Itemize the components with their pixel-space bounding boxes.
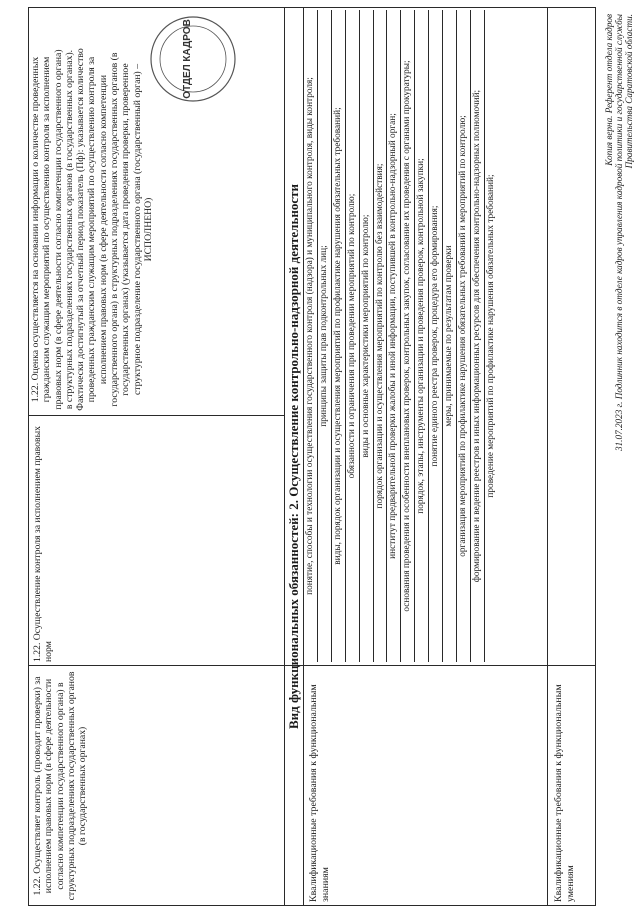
requirements-list bbox=[304, 10, 498, 662]
evaluation-paragraph-2: Фактически достигнутый за отчетный период показатель (Пф): указывается количество проведенных гражданским служащим мероприятий по осуществлению контроля за исполнением правовых норм (в сфере деятельности согласно компетенции государственного органа) в структурных подразделениях государственных органов (в государственных органах) (указывается дата проведения проверки, проверенное структурное подразделение государственного органа (государственный орган) – ИСПОЛНЕНО) bbox=[75, 48, 154, 411]
skills-item: формирование и ведение реестров и иных информационных ресурсов для обеспечения контрольно-надзорных полномочий; bbox=[471, 10, 485, 662]
table-right-border bbox=[28, 7, 596, 8]
row-divider-heading-top bbox=[284, 7, 285, 906]
indicator-name-cell: 1.22. Осуществление контроля за исполнением правовых норм bbox=[32, 426, 55, 662]
regulation-table bbox=[28, 7, 596, 906]
knowledge-item: принципы защиты прав подконтрольных лиц; bbox=[318, 10, 332, 662]
knowledge-item: понятие единого реестра проверок, процедура его формирования; bbox=[429, 10, 443, 662]
skills-item: проведение мероприятий по профилактике нарушения обязательных требований; bbox=[485, 174, 496, 498]
table-top-border bbox=[28, 7, 29, 906]
knowledge-item: виды, порядок организации и осуществления мероприятий по профилактике нарушения обязательных требований; bbox=[332, 10, 346, 662]
skills-requirements-label: Квалификационные требования к функциональным умениям bbox=[553, 684, 576, 902]
knowledge-item: порядок, этапы, инструменты организации и проведения проверок, контрольной закупки; bbox=[415, 10, 429, 662]
section-heading: Вид функциональных обязанностей: 2. Осуществление контрольно-надзорной деятельности bbox=[286, 184, 301, 729]
row-divider-skills bbox=[547, 7, 548, 906]
evaluation-method-cell bbox=[30, 47, 154, 412]
stamp-text: ОТДЕЛ КАДРОВ bbox=[182, 19, 193, 99]
knowledge-requirements-label: Квалификационные требования к функциональным знаниям bbox=[308, 684, 331, 902]
knowledge-item: порядок организации и осуществления мероприятий по контролю без взаимодействия; bbox=[374, 10, 388, 662]
evaluation-paragraph-1: 1.22. Оценка осуществляется на основании информации о количестве проведенных гражданским служащим мероприятий по осуществлению контроля за исполнением правовых норм (в сфере деятельности согласно компетенции государственного органа) в структурных подразделениях государственных органов (в государственных органах). bbox=[30, 49, 75, 410]
knowledge-item: основания проведения и особенности внеплановых проверок, контрольных закупок, согласование их проведения с органами прокуратуры; bbox=[401, 10, 415, 662]
table-bottom-border bbox=[595, 7, 596, 906]
certification-line-1: Копия верна. Референт отдела кадров bbox=[604, 14, 614, 166]
official-stamp bbox=[148, 14, 238, 104]
column-divider-2 bbox=[28, 415, 284, 416]
skills-item: организация мероприятий по профилактике нарушения обязательных требований и мероприятий по контролю; bbox=[457, 10, 471, 662]
duty-description-cell: 1.22. Осуществляет контроль (проводит проверки) за исполнением правовых норм (в сфере деятельности согласно компетенции государственного органа) в структурных подразделениях государственных органов (в государственных органах) bbox=[32, 671, 89, 901]
knowledge-item: обязанности и ограничения при проведении мероприятий по контролю; bbox=[346, 10, 360, 662]
knowledge-item: институт предварительной проверки жалобы и иной информации, поступившей в контрольно-надзорный орган; bbox=[387, 10, 401, 662]
knowledge-item: виды и основные характеристики мероприятий по контролю; bbox=[360, 10, 374, 662]
certification-line-3: Правительства Саратовской области. bbox=[624, 14, 634, 169]
certification-line-2: 31.07.2023 г. Подлинник находится в отделе кадров управления кадровой политики и государственной службы bbox=[614, 14, 624, 451]
knowledge-item: понятие, способы и технологии осуществления государственного контроля (надзора) и муниципального контроля, виды контроля; bbox=[304, 10, 318, 662]
column-divider-1 bbox=[28, 665, 596, 666]
knowledge-item: меры, принимаемые по результатам проверки bbox=[443, 10, 457, 662]
table-left-border bbox=[28, 905, 596, 906]
